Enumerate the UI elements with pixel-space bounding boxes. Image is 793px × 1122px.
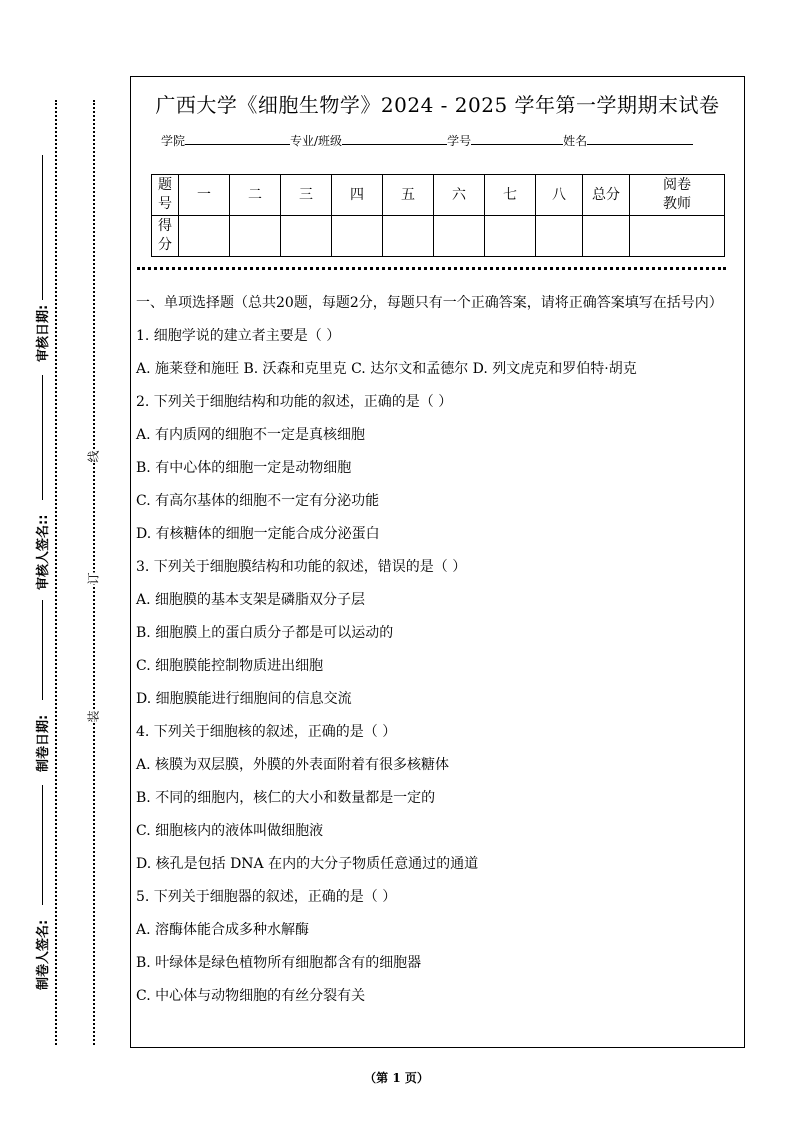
section-divider [137,267,726,270]
line-char: 线 [86,450,101,463]
score-cell-2[interactable] [230,216,281,257]
q3-option-b: B. 细胞膜上的蛋白质分子都是可以运动的 [136,625,394,641]
q5-option-b: B. 叶绿体是绿色植物所有细胞都含有的细胞器 [136,955,422,971]
major-field[interactable] [342,132,447,145]
student-id-field[interactable] [471,132,563,145]
q3-option-c: C. 细胞膜能控制物质进出细胞 [136,658,324,674]
review-date-line [42,155,43,300]
seal-char: 装 [86,710,101,723]
col-2: 二 [230,175,281,216]
score-cell-8[interactable] [536,216,583,257]
major-label: 专业/班级 [290,134,343,148]
q5-option-c: C. 中心体与动物细胞的有丝分裂有关 [136,988,366,1004]
q3-option-a: A. 细胞膜的基本支架是磷脂双分子层 [136,592,366,608]
col-5: 五 [383,175,434,216]
page-footer: （第 1 页） [364,1071,429,1085]
q4-option-c: C. 细胞核内的液体叫做细胞液 [136,823,324,839]
q3-stem: 3. 下列关于细胞膜结构和功能的叙述，错误的是（ ） [136,559,467,575]
review-date-label: 审核日期: [36,304,51,362]
q5-stem: 5. 下列关于细胞器的叙述，正确的是（ ） [136,889,397,905]
q4-stem: 4. 下列关于细胞核的叙述，正确的是（ ） [136,724,397,740]
q1-options: A. 施莱登和施旺 B. 沃森和克里克 C. 达尔文和孟德尔 D. 列文虎克和罗伯特·胡克 [136,361,637,377]
score-cell-4[interactable] [332,216,383,257]
paper-date-line [42,600,43,700]
col-1: 一 [179,175,230,216]
col-grader: 阅卷教师 [630,175,725,216]
score-cell-6[interactable] [434,216,485,257]
q4-option-d: D. 核孔是包括 DNA 在内的大分子物质任意通过的通道 [136,856,479,872]
college-label: 学院 [161,134,186,148]
score-cell-7[interactable] [485,216,536,257]
score-table-header-row [152,175,725,216]
q2-stem: 2. 下列关于细胞结构和功能的叙述，正确的是（ ） [136,394,453,410]
score-table-score-row [152,216,725,257]
col-8: 八 [536,175,583,216]
bind-char: 订 [86,572,101,585]
q2-option-b: B. 有中心体的细胞一定是动物细胞 [136,460,352,476]
q2-option-d: D. 有核糖体的细胞一定能合成分泌蛋白 [136,526,380,542]
questions-content [136,292,738,1018]
student-id-label: 学号 [447,134,472,148]
header-label-cell: 题号 [152,175,179,216]
name-label: 姓名 [563,134,588,148]
col-3: 三 [281,175,332,216]
q2-option-c: C. 有高尔基体的细胞不一定有分泌功能 [136,493,380,509]
score-table [151,174,725,257]
paper-date-label: 制卷日期: [36,714,51,772]
reviewer-signature-label: 审核人签名:: [36,514,51,590]
section1-heading: 一、单项选择题（总共20题，每题2分，每题只有一个正确答案，请将正确答案填写在括号内） [136,295,723,311]
student-info-row [161,132,693,149]
college-field[interactable] [185,132,290,145]
q2-option-a: A. 有内质网的细胞不一定是真核细胞 [136,427,366,443]
paper-signature-line [42,785,43,905]
paper-signature-label: 制卷人签名: [36,919,51,990]
reviewer-signature-line [42,375,43,500]
q3-option-d: D. 细胞膜能进行细胞间的信息交流 [136,691,352,707]
q4-option-b: B. 不同的细胞内，核仁的大小和数量都是一定的 [136,790,436,806]
name-field[interactable] [587,132,693,145]
q5-option-a: A. 溶酶体能合成多种水解酶 [136,922,310,938]
col-6: 六 [434,175,485,216]
score-cell-5[interactable] [383,216,434,257]
exam-title: 广西大学《细胞生物学》2024 - 2025 学年第一学期期末试卷 [155,93,720,117]
exam-frame [130,76,745,1048]
score-cell-total[interactable] [583,216,630,257]
col-7: 七 [485,175,536,216]
score-label-cell: 得分 [152,216,179,257]
score-cell-3[interactable] [281,216,332,257]
q4-option-a: A. 核膜为双层膜，外膜的外表面附着有很多核糖体 [136,757,450,773]
q1-stem: 1. 细胞学说的建立者主要是（ ） [136,328,341,344]
binding-dotted-line-left [55,100,57,1045]
score-cell-grader[interactable] [630,216,725,257]
col-4: 四 [332,175,383,216]
col-total: 总分 [583,175,630,216]
score-cell-1[interactable] [179,216,230,257]
